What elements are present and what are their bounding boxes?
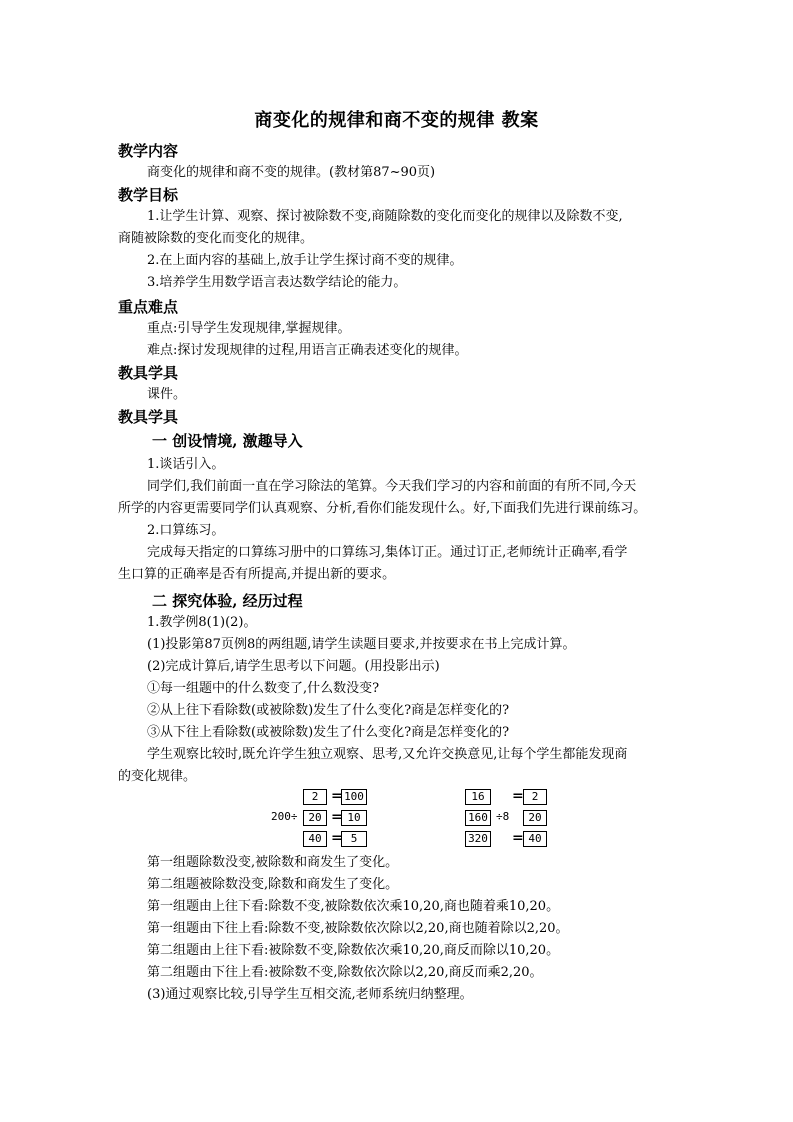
step-2-heading: 二 探究体验, 经历过程 xyxy=(152,592,303,610)
left-quotient-box: 5 xyxy=(341,831,367,847)
right-divisor-op: ÷8 xyxy=(496,810,510,823)
equals-sign: = xyxy=(512,830,524,846)
paragraph: 第一组题由下往上看:除数不变,被除数依次除以2,20,商也随着除以2,20。 xyxy=(147,921,569,936)
page-title: 商变化的规律和商不变的规律 教案 xyxy=(254,110,539,131)
paragraph: 学生观察比较时,既允许学生独立观察、思考,又允许交换意见,让每个学生都能发现商 xyxy=(147,747,628,762)
right-quotient-box: 20 xyxy=(523,810,547,826)
paragraph: 第一组题除数没变,被除数和商发生了变化。 xyxy=(147,855,399,870)
paragraph: ②从上往下看除数(或被除数)发生了什么变化?商是怎样变化的? xyxy=(147,703,510,718)
paragraph: (2)完成计算后,请学生思考以下问题。(用投影出示) xyxy=(147,659,440,674)
paragraph: 2.在上面内容的基础上,放手让学生探讨商不变的规律。 xyxy=(147,253,463,268)
left-divisor-box: 40 xyxy=(303,831,327,847)
paragraph: 1.教学例8(1)(2)。 xyxy=(147,615,257,630)
paragraph: 同学们,我们前面一直在学习除法的笔算。今天我们学习的内容和前面的有所不同,今天 xyxy=(147,479,637,494)
paragraph: (1)投影第87页例8的两组题,请学生读题目要求,并按要求在书上完成计算。 xyxy=(147,637,576,652)
heading-tools: 教具学具 xyxy=(118,364,179,382)
right-dividend-box: 320 xyxy=(465,831,491,847)
left-divisor-box: 20 xyxy=(303,810,327,826)
heading-key-points: 重点难点 xyxy=(118,298,179,316)
heading-goals: 教学目标 xyxy=(118,186,179,204)
paragraph: 生口算的正确率是否有所提高,并提出新的要求。 xyxy=(118,567,396,582)
division-figure xyxy=(0,786,793,848)
equals-sign: = xyxy=(331,830,343,846)
paragraph: 商随被除数的变化而变化的规律。 xyxy=(118,231,314,246)
paragraph: 课件。 xyxy=(147,387,187,402)
paragraph: 所学的内容更需要同学们认真观察、分析,看你们能发现什么。好,下面我们先进行课前练习。 xyxy=(118,501,647,516)
paragraph: 重点:引导学生发现规律,掌握规律。 xyxy=(147,321,351,336)
paragraph: 完成每天指定的口算练习册中的口算练习,集体订正。通过订正,老师统计正确率,看学 xyxy=(147,545,628,560)
right-dividend-box: 160 xyxy=(465,810,491,826)
equals-sign: = xyxy=(331,809,343,825)
paragraph: 第二组题由下往上看:被除数不变,除数依次除以2,20,商反而乘2,20。 xyxy=(147,965,543,980)
right-quotient-box: 40 xyxy=(523,831,547,847)
left-divisor-box: 2 xyxy=(303,789,327,805)
paragraph: 2.口算练习。 xyxy=(147,523,225,538)
paragraph: 商变化的规律和商不变的规律。(教材第87~90页) xyxy=(147,165,436,180)
paragraph: 第二组题由上往下看:被除数不变,除数依次乘10,20,商反而除以10,20。 xyxy=(147,943,560,958)
paragraph: 1.让学生计算、观察、探讨被除数不变,商随除数的变化而变化的规律以及除数不变, xyxy=(147,209,623,224)
left-dividend-prefix: 200÷ xyxy=(271,810,298,823)
step-1-heading: 一 创设情境, 激趣导入 xyxy=(152,432,303,450)
paragraph: 第一组题由上往下看:除数不变,被除数依次乘10,20,商也随着乘10,20。 xyxy=(147,899,560,914)
left-quotient-box: 100 xyxy=(341,789,367,805)
heading-content: 教学内容 xyxy=(118,142,179,160)
heading-tools-2: 教具学具 xyxy=(118,408,179,426)
equals-sign: = xyxy=(512,788,524,804)
left-quotient-box: 10 xyxy=(341,810,367,826)
paragraph: 3.培养学生用数学语言表达数学结论的能力。 xyxy=(147,275,407,290)
paragraph: (3)通过观察比较,引导学生互相交流,老师系统归纳整理。 xyxy=(147,987,473,1002)
paragraph: 第二组题被除数没变,除数和商发生了变化。 xyxy=(147,877,399,892)
paragraph: 的变化规律。 xyxy=(118,769,197,784)
equals-sign: = xyxy=(331,788,343,804)
paragraph: ③从下往上看除数(或被除数)发生了什么变化?商是怎样变化的? xyxy=(147,725,510,740)
paragraph: 1.谈话引入。 xyxy=(147,457,225,472)
paragraph: 难点:探讨发现规律的过程,用语言正确表述变化的规律。 xyxy=(147,343,468,358)
right-dividend-box: 16 xyxy=(465,789,491,805)
right-quotient-box: 2 xyxy=(523,789,547,805)
paragraph: ①每一组题中的什么数变了,什么数没变? xyxy=(147,681,380,696)
